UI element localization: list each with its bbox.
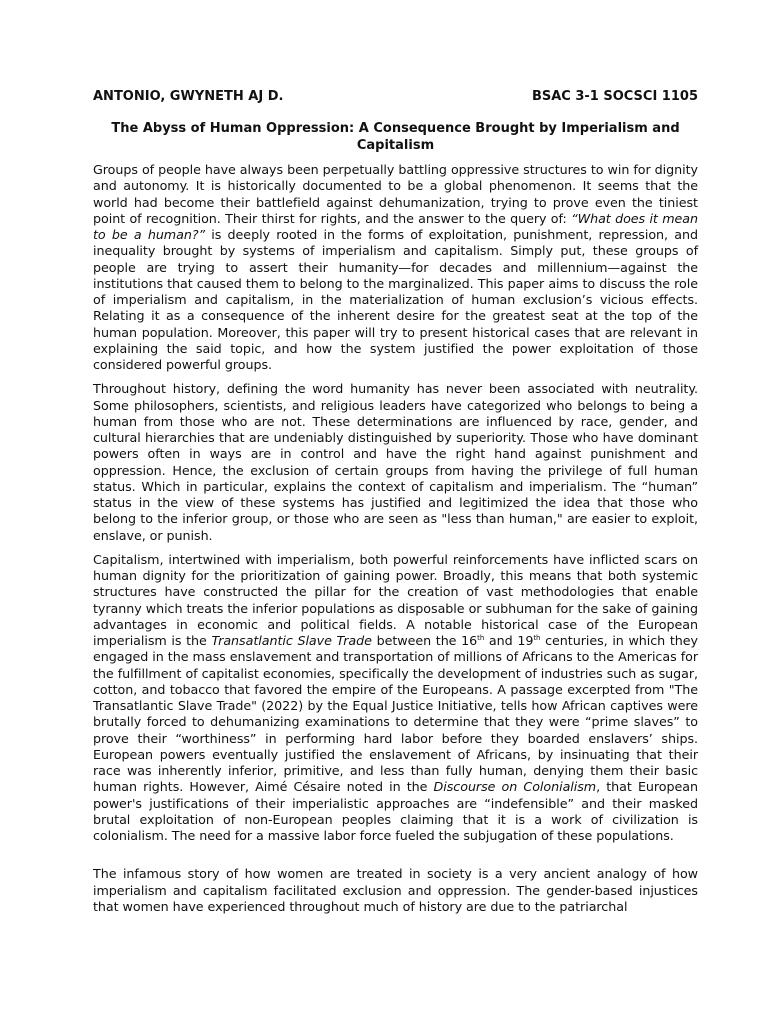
paragraph-3-text-g: , that European power's justifications of their imperialistic approaches are “indefensible” and their masked brutal exploitation of non-European peoples claiming that it is a work of civilization is colonialism. The need for a massive labor force fueled the subjugation of these populations. bbox=[93, 779, 698, 843]
paragraph-3-ordinal-1: th bbox=[477, 633, 485, 642]
paragraph-3-text-e: centuries, in which they engaged in the mass enslavement and transportation of millions of Africans to the Americas for the fulfillment of capitalist economies, specifically the development of industries such as sugar, cotton, and tobacco that favored the empire of the Europeans. A passage excerpted from "The Transatlantic Slave Trade" (2022) by the Equal Justice Initiative, tells how African captives were brutally forced to dehumanizing examinations to determine that they were “prime slaves” to prove their “worthiness” in performing hard labor before they boarded enslavers’ ships. European powers eventually justified the enslavement of Africans, by insinuating that their race was inherently inferior, primitive, and less than fully human, denying them their basic human rights. However, Aimé Césaire noted in the bbox=[93, 633, 698, 795]
paragraph-3-text-a: Capitalism, intertwined with imperialism, both powerful reinforcements have inflicted scars on human dignity for the prioritization of gaining power. Broadly, this means that both systemic structures have constructed the pillar for the creation of vast methodologies that enable tyranny which treats the inferior populations as disposable or subhuman for the sake of gaining advantages in economic and political fields. A notable historical case of the European imperialism is the bbox=[93, 551, 698, 648]
paragraph-1-text-c: is deeply rooted in the forms of exploitation, punishment, repression, and inequality brought by systems of imperialism and capitalism. Simply put, these groups of people are trying to assert their humanity—for decades and millennium—against the institutions that caused them to belong to the marginalized. This paper aims to discuss the role of imperialism and capitalism, in the materialization of human exclusion’s vicious effects. Relating it as a consequence of the inherent desire for the greatest seat at the top of the human population. Moreover, this paper will try to present historical cases that are relevant in explaining the said topic, and how the system justified the power exploitation of those considered powerful groups. bbox=[93, 227, 698, 372]
paragraph-1 bbox=[93, 162, 698, 373]
paragraph-2: Throughout history, defining the word humanity has never been associated with neutrality. Some philosophers, scientists, and religious leaders have categorized who belongs to being a human from those who are not. These determinations are influenced by race, gender, and cultural hierarchies that are undeniably distinguished by superiority. Those who have dominant powers often in ways are in control and have the right hand against punishment and oppression. Hence, the exclusion of certain groups from having the privilege of full human status. Which in particular, explains the context of capitalism and imperialism. The “human” status in the view of these systems has justified and legitimized the idea that those who belong to the inferior group, or those who are seen as "less than human," are easier to exploit, enslave, or punish. bbox=[93, 381, 698, 543]
author-name: ANTONIO, GWYNETH AJ D. bbox=[93, 89, 284, 104]
paragraph-3-book-title: Discourse on Colonialism bbox=[433, 779, 597, 795]
paragraph-3-text-c: between the 16 bbox=[371, 633, 478, 648]
document-header bbox=[93, 88, 698, 105]
paragraph-3 bbox=[93, 552, 698, 845]
paper-title: The Abyss of Human Oppression: A Consequence Brought by Imperialism and Capitalism bbox=[111, 121, 680, 153]
paragraph-3-text-d: and 19 bbox=[484, 633, 534, 648]
paragraph-4: The infamous story of how women are treated in society is a very ancient analogy of how imperialism and capitalism facilitated exclusion and oppression. The gender-based injustices that women have experienced throughout much of history are due to the patriarchal bbox=[93, 866, 698, 914]
paragraph-1-question: “What does it mean to be a human?” bbox=[93, 210, 698, 242]
paragraph-3-slave-trade-term: Transatlantic Slave Trade bbox=[211, 633, 372, 648]
paragraph-1-text-a: Groups of people have always been perpetually battling oppressive structures to win for dignity and autonomy. It is historically documented to be a global phenomenon. It seems that the world had become their battlefield against dehumanization, trying to prove even the tiniest point of recognition. Their thirst for rights, and the answer to the query of: bbox=[93, 162, 698, 226]
course-code: BSAC 3-1 SOCSCI 1105 bbox=[531, 89, 698, 104]
paragraph-3-ordinal-2: th bbox=[533, 633, 541, 642]
